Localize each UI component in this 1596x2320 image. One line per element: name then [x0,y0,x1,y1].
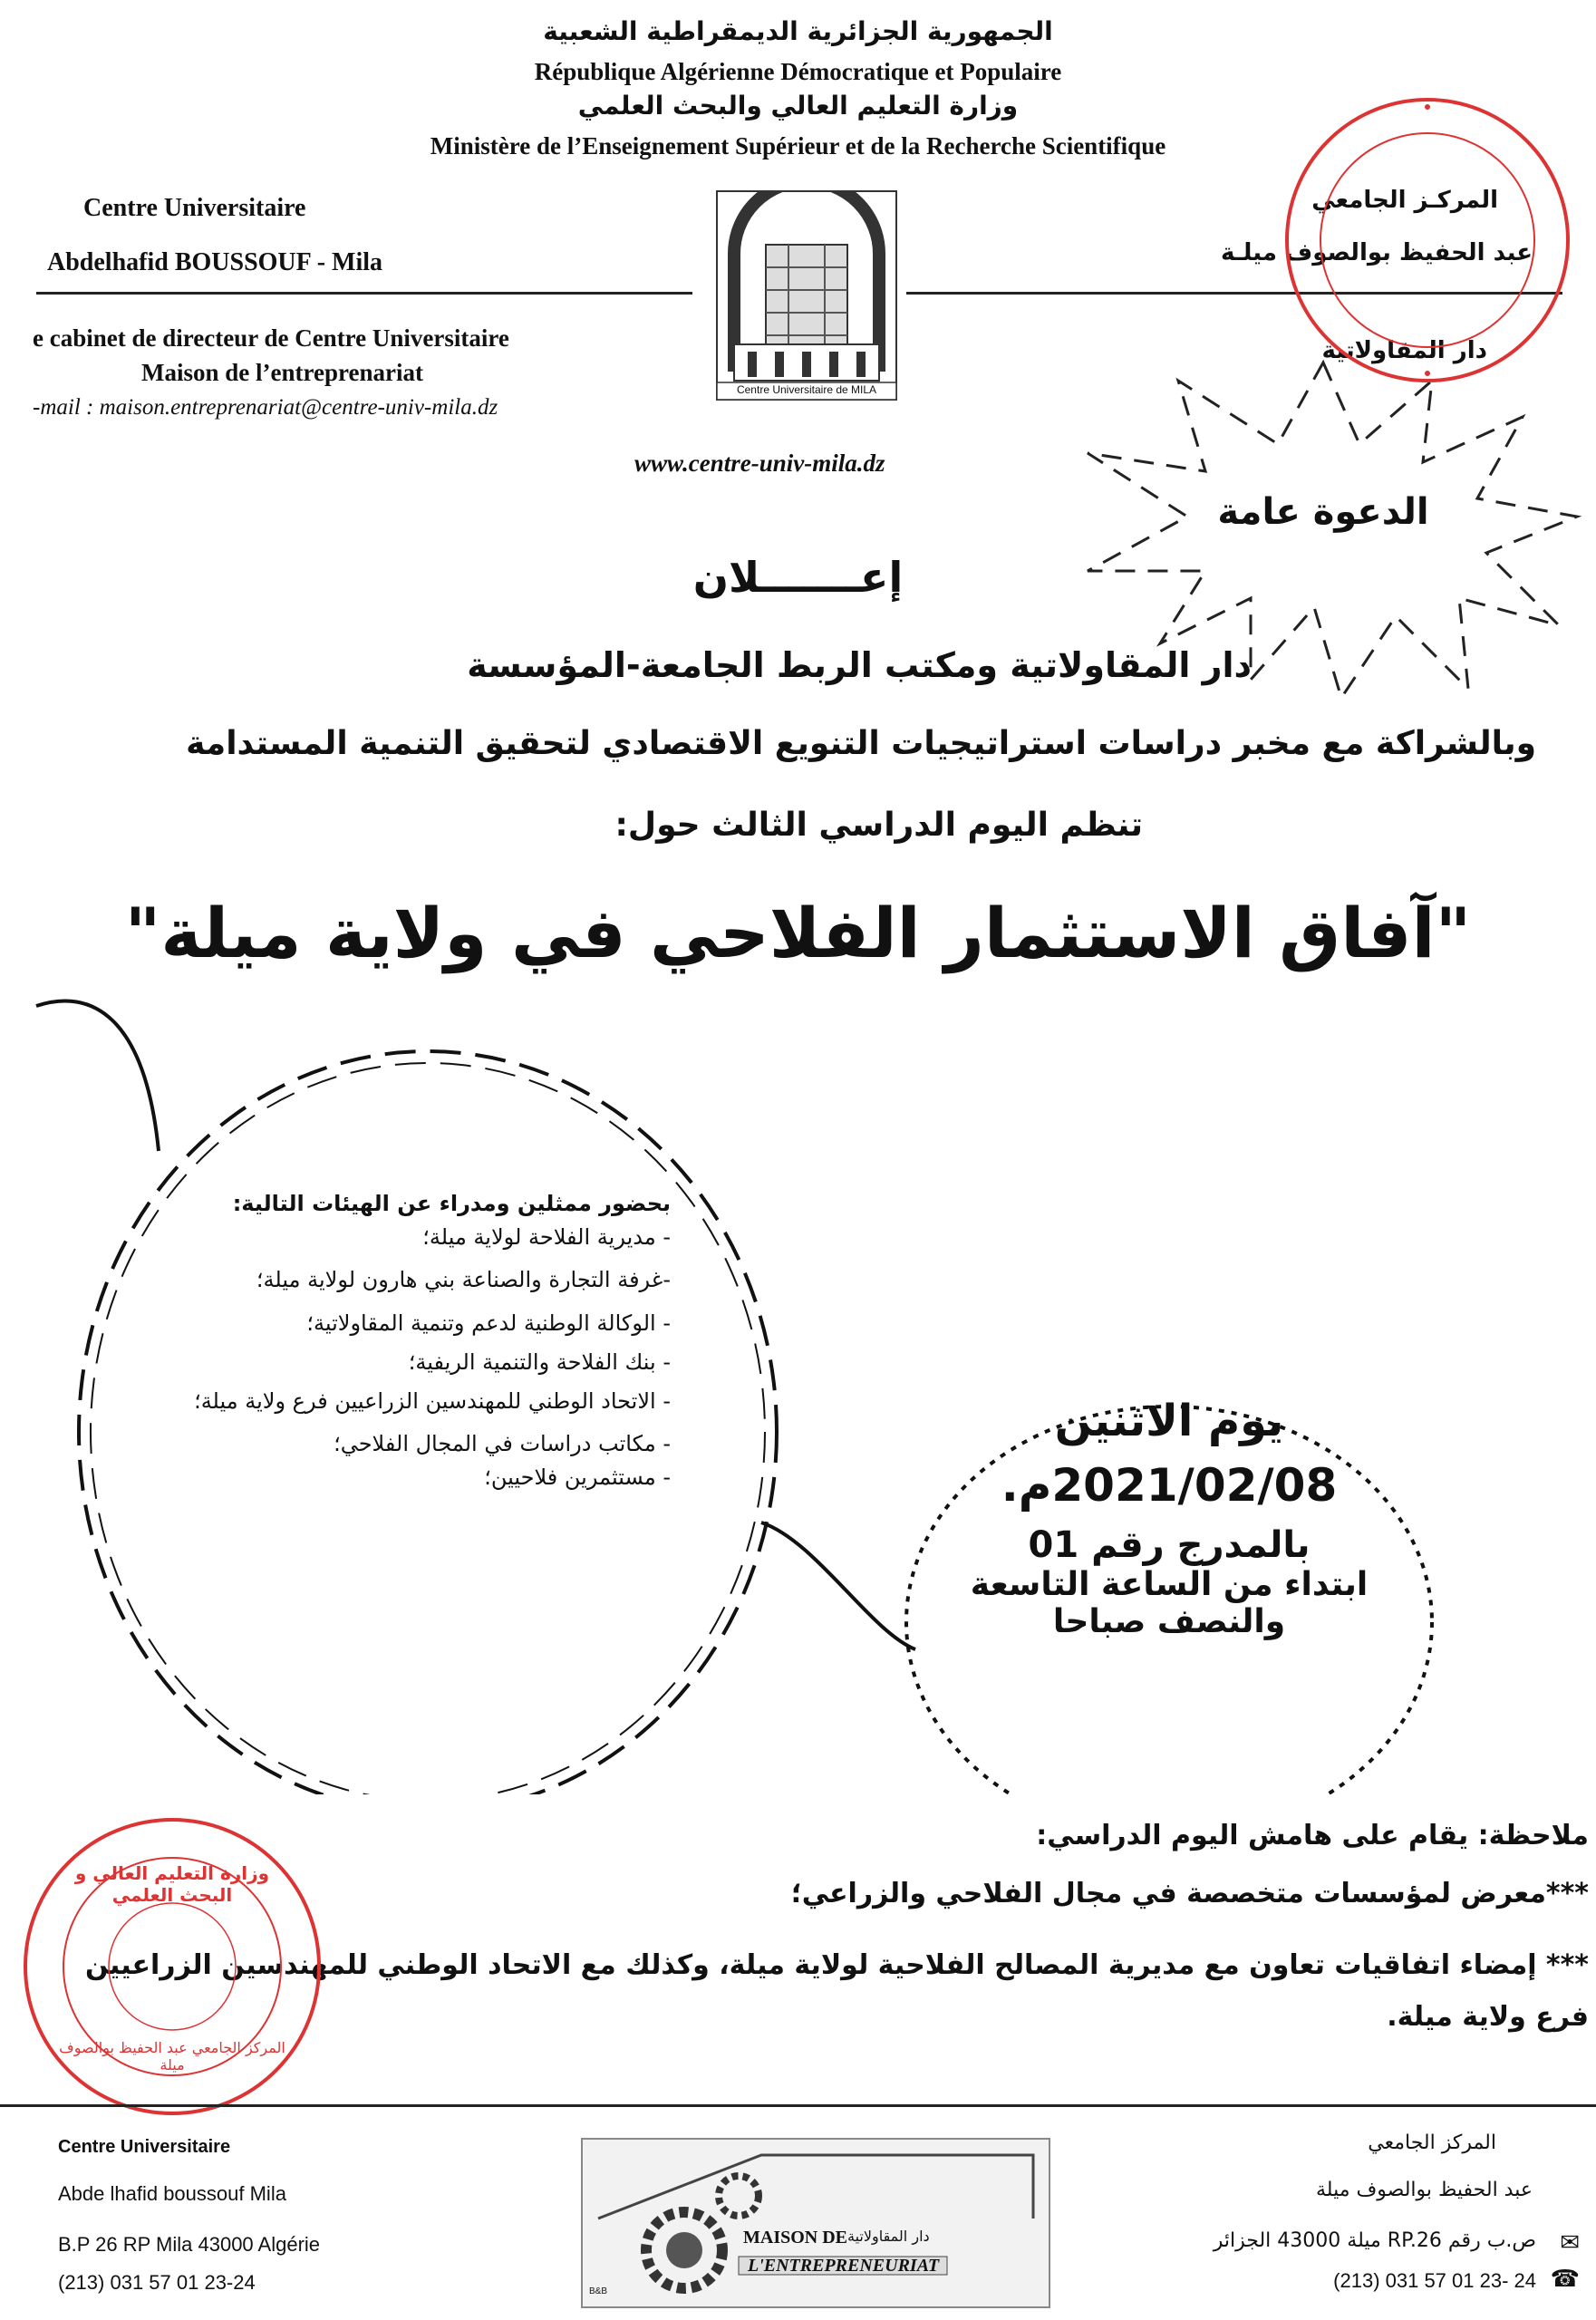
left-line4: Maison de l’entreprenariat [141,359,423,386]
website-url: www.centre-univ-mila.dz [634,450,885,477]
footer-right4: (213) 031 57 01 23- 24 [1333,2269,1536,2292]
footer-left4: (213) 031 57 01 23-24 [58,2271,256,2294]
stamp-ring-text: وزارة التعليم العالي و البحث العلمي [74,1862,270,1906]
left-line3: e cabinet de directeur de Centre Universitaire [33,324,509,352]
footer-logo-line2: L'ENTREPRENEURIAT [748,2256,940,2276]
footer-left3: B.P 26 RP Mila 43000 Algérie [58,2233,321,2256]
announcement-heading: إعـــــــلان [692,553,904,602]
announcement-line2: وبالشراكة مع مخبر دراسات استراتيجيات التنويع الاقتصادي لتحقيق التنمية المستدامة [186,725,1536,762]
left-line2: Abdelhafid BOUSSOUF - Mila [47,248,383,276]
footer-right1: المركز الجامعي [1368,2132,1496,2154]
republic-ar: الجمهورية الجزائرية الديمقراطية الشعبية [543,16,1053,46]
event-details [906,1396,1432,1640]
ministry-ar: وزارة التعليم العالي والبحث العلمي [577,91,1019,121]
right-line1: المركـز الجامعي [1311,187,1498,214]
stamp-inner-text: المركز الجامعي عبد الحفيظ بوالصوف ميلة [59,2039,285,2074]
footer-logo-line1: MAISON DE [743,2228,848,2248]
logo-caption: Centre Universitaire de MILA [736,383,877,396]
attendee-item: - الوكالة الوطنية لدعم وتنمية المقاولاتية؛ [306,1310,671,1336]
event-day: يوم الاثنين [1054,1396,1284,1446]
attendee-item: - مديرية الفلاحة لولاية ميلة؛ [422,1224,671,1251]
right-line2: عبد الحفيظ بوالصوف ميلـة [1221,239,1533,266]
official-stamp-top [1278,91,1577,390]
attendee-item: - الاتحاد الوطني للمهندسين الزراعيين فرع ولاية ميلة؛ [194,1387,671,1414]
announcement-line1: دار المقاولاتية ومكتب الربط الجامعة-المؤسسة [467,645,1252,685]
footer-divider [0,2104,1596,2107]
attendees-intro: بحضور ممثلين ومدراء عن الهيئات التالية: [232,1191,671,1216]
event-title: "آفاق الاستثمار الفلاحي في ولاية ميلة" [124,893,1472,973]
footer-left2: Abde lhafid boussouf Mila [58,2182,286,2205]
announcement-line3: تنظم اليوم الدراسي الثالث حول: [614,807,1143,844]
footer-logo-small: B&B [589,2286,608,2296]
phone-icon: ☎ [1550,2266,1580,2293]
email: -mail : maison.entreprenariat@centre-univ-mila.dz [33,395,498,420]
mail-icon: ✉ [1560,2229,1580,2257]
attendees-block [181,1187,671,1495]
event-date: 2021/02/08م. [1001,1459,1338,1512]
entrepreneuriat-logo [580,2137,1051,2309]
left-divider [36,292,692,295]
attendee-item: - مستثمرين فلاحيين؛ [484,1464,671,1491]
official-stamp-bottom [18,1812,326,2121]
notes-title: ملاحظة: يقام على هامش اليوم الدراسي: [1036,1820,1589,1851]
notes-item2: *** إمضاء اتفاقيات تعاون مع مديرية المصالح الفلاحية لولاية ميلة، وكذلك مع الاتحاد الوطني للمهندسين الزراعيين فرع ولاية ميلة. [85,1949,1589,2033]
footer-right3: ص.ب رقم RP.26 ميلة 43000 الجزائر [1213,2229,1536,2252]
right-line3: دار المقاولاتية [1321,337,1487,364]
footer-right2: عبد الحفيظ بوالصوف ميلة [1315,2179,1533,2201]
footer-logo-ar: دار المقاولاتية [847,2228,930,2245]
star-label: الدعوة عامة [1217,491,1429,533]
republic-fr: République Algérienne Démocratique et Populaire [534,58,1062,85]
left-line1: Centre Universitaire [83,194,306,222]
event-time1: ابتداء من الساعة التاسعة [970,1566,1369,1603]
event-venue: بالمدرج رقم 01 [1028,1524,1311,1566]
ministry-fr: Ministère de l’Enseignement Supérieur et de la Recherche Scientifique [430,132,1166,160]
event-time2: والنصف صباحا [1052,1603,1286,1640]
footer-left1: Centre Universitaire [58,2137,231,2157]
university-logo [716,190,897,401]
attendee-item: -غرفة التجارة والصناعة بني هارون لولاية ميلة؛ [256,1267,671,1293]
attendee-item: - بنك الفلاحة والتنمية الريفية؛ [408,1348,671,1375]
notes-item1: ***معرض لمؤسسات متخصصة في مجال الفلاحي والزراعي؛ [790,1878,1589,1909]
attendee-item: - مكاتب دراسات في المجال الفلاحي؛ [334,1431,671,1457]
